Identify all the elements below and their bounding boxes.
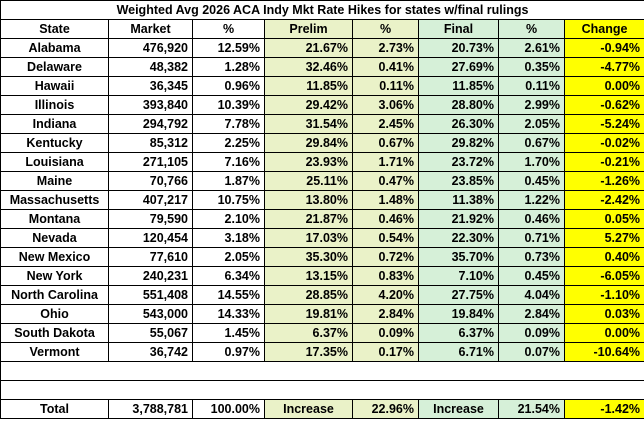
cell-final: 21.92%	[419, 210, 499, 229]
cell-prelim-pct: 0.72%	[353, 248, 419, 267]
cell-market-pct: 2.25%	[193, 134, 265, 153]
cell-prelim-pct: 0.11%	[353, 77, 419, 96]
cell-market-pct: 0.97%	[193, 343, 265, 362]
cell-change: -4.77%	[565, 58, 644, 77]
cell-total-prelim: Increase	[265, 400, 353, 419]
cell-market: 393,840	[109, 96, 193, 115]
cell-market-pct: 3.18%	[193, 229, 265, 248]
cell-prelim: 6.37%	[265, 324, 353, 343]
cell-change: -0.21%	[565, 153, 644, 172]
cell-state: Ohio	[1, 305, 109, 324]
cell-prelim: 29.84%	[265, 134, 353, 153]
cell-final-pct: 0.73%	[499, 248, 565, 267]
cell-change: -0.94%	[565, 39, 644, 58]
table-row	[1, 39, 644, 58]
cell-change: -5.24%	[565, 115, 644, 134]
column-header-change: Change	[565, 20, 644, 39]
cell-market-pct: 7.16%	[193, 153, 265, 172]
cell-final: 22.30%	[419, 229, 499, 248]
cell-change: -1.26%	[565, 172, 644, 191]
cell-prelim: 25.11%	[265, 172, 353, 191]
cell-market-pct: 2.10%	[193, 210, 265, 229]
table-row	[1, 324, 644, 343]
table-row	[1, 191, 644, 210]
cell-final-pct: 4.04%	[499, 286, 565, 305]
cell-change: -0.62%	[565, 96, 644, 115]
cell-final: 29.82%	[419, 134, 499, 153]
cell-final: 6.37%	[419, 324, 499, 343]
cell-final-pct: 0.45%	[499, 172, 565, 191]
cell-final: 19.84%	[419, 305, 499, 324]
cell-final: 23.85%	[419, 172, 499, 191]
cell-prelim-pct: 0.67%	[353, 134, 419, 153]
column-header-market: Market	[109, 20, 193, 39]
cell-final-pct: 0.09%	[499, 324, 565, 343]
cell-prelim: 31.54%	[265, 115, 353, 134]
cell-change: -2.42%	[565, 191, 644, 210]
cell-final-pct: 2.99%	[499, 96, 565, 115]
spacer-cell	[1, 362, 644, 381]
cell-market: 240,231	[109, 267, 193, 286]
cell-total-final: Increase	[419, 400, 499, 419]
cell-prelim-pct: 1.71%	[353, 153, 419, 172]
cell-final-pct: 2.84%	[499, 305, 565, 324]
cell-final: 7.10%	[419, 267, 499, 286]
cell-final-pct: 0.11%	[499, 77, 565, 96]
cell-total-final-pct: 21.54%	[499, 400, 565, 419]
header-row	[1, 20, 644, 39]
table-row	[1, 58, 644, 77]
cell-change: -1.10%	[565, 286, 644, 305]
cell-state: Montana	[1, 210, 109, 229]
cell-prelim-pct: 0.54%	[353, 229, 419, 248]
cell-market-pct: 0.96%	[193, 77, 265, 96]
cell-total-label: Total	[1, 400, 109, 419]
cell-prelim-pct: 2.84%	[353, 305, 419, 324]
column-header-state: State	[1, 20, 109, 39]
table-body	[1, 1, 644, 419]
cell-final-pct: 2.05%	[499, 115, 565, 134]
cell-change: 0.40%	[565, 248, 644, 267]
cell-change: -6.05%	[565, 267, 644, 286]
cell-market: 36,345	[109, 77, 193, 96]
cell-prelim-pct: 2.45%	[353, 115, 419, 134]
cell-market-pct: 10.39%	[193, 96, 265, 115]
cell-market: 294,792	[109, 115, 193, 134]
cell-final-pct: 0.45%	[499, 267, 565, 286]
cell-market: 55,067	[109, 324, 193, 343]
column-header-final-pct: %	[499, 20, 565, 39]
cell-final-pct: 1.70%	[499, 153, 565, 172]
cell-change: -0.02%	[565, 134, 644, 153]
cell-final: 28.80%	[419, 96, 499, 115]
cell-market-pct: 7.78%	[193, 115, 265, 134]
cell-final: 35.70%	[419, 248, 499, 267]
cell-state: South Dakota	[1, 324, 109, 343]
table-row	[1, 134, 644, 153]
cell-market-pct: 1.28%	[193, 58, 265, 77]
cell-prelim: 13.15%	[265, 267, 353, 286]
cell-state: North Carolina	[1, 286, 109, 305]
cell-market: 120,454	[109, 229, 193, 248]
cell-final-pct: 0.35%	[499, 58, 565, 77]
cell-state: Illinois	[1, 96, 109, 115]
cell-market: 48,382	[109, 58, 193, 77]
cell-change: 0.00%	[565, 77, 644, 96]
cell-market: 271,105	[109, 153, 193, 172]
cell-final: 27.75%	[419, 286, 499, 305]
cell-prelim-pct: 0.47%	[353, 172, 419, 191]
cell-state: Indiana	[1, 115, 109, 134]
cell-change: 0.00%	[565, 324, 644, 343]
cell-market: 407,217	[109, 191, 193, 210]
cell-prelim-pct: 4.20%	[353, 286, 419, 305]
column-header-final: Final	[419, 20, 499, 39]
cell-state: Alabama	[1, 39, 109, 58]
cell-market: 70,766	[109, 172, 193, 191]
table-row	[1, 267, 644, 286]
cell-final-pct: 0.07%	[499, 343, 565, 362]
cell-final: 11.85%	[419, 77, 499, 96]
table-row	[1, 210, 644, 229]
cell-prelim-pct: 0.09%	[353, 324, 419, 343]
cell-prelim-pct: 0.17%	[353, 343, 419, 362]
cell-final: 11.38%	[419, 191, 499, 210]
cell-prelim: 17.35%	[265, 343, 353, 362]
column-header-prelim: Prelim	[265, 20, 353, 39]
table-row	[1, 248, 644, 267]
cell-final: 6.71%	[419, 343, 499, 362]
cell-prelim-pct: 1.48%	[353, 191, 419, 210]
cell-change: -10.64%	[565, 343, 644, 362]
cell-prelim: 13.80%	[265, 191, 353, 210]
cell-prelim: 23.93%	[265, 153, 353, 172]
cell-total-market: 3,788,781	[109, 400, 193, 419]
cell-market-pct: 1.45%	[193, 324, 265, 343]
cell-market: 79,590	[109, 210, 193, 229]
cell-prelim: 21.87%	[265, 210, 353, 229]
cell-final-pct: 0.67%	[499, 134, 565, 153]
cell-final-pct: 2.61%	[499, 39, 565, 58]
cell-final-pct: 0.71%	[499, 229, 565, 248]
cell-prelim: 17.03%	[265, 229, 353, 248]
table-row	[1, 229, 644, 248]
cell-state: New Mexico	[1, 248, 109, 267]
cell-prelim-pct: 3.06%	[353, 96, 419, 115]
cell-market-pct: 2.05%	[193, 248, 265, 267]
cell-market-pct: 14.55%	[193, 286, 265, 305]
cell-total-market-pct: 100.00%	[193, 400, 265, 419]
cell-prelim: 32.46%	[265, 58, 353, 77]
cell-state: Delaware	[1, 58, 109, 77]
cell-prelim-pct: 0.46%	[353, 210, 419, 229]
cell-state: New York	[1, 267, 109, 286]
cell-state: Massachusetts	[1, 191, 109, 210]
table-row	[1, 172, 644, 191]
title-row	[1, 1, 644, 20]
cell-change: 0.03%	[565, 305, 644, 324]
cell-prelim-pct: 0.41%	[353, 58, 419, 77]
page-title: Weighted Avg 2026 ACA Indy Mkt Rate Hikes for states w/final rulings	[1, 1, 644, 20]
column-header-market-pct: %	[193, 20, 265, 39]
cell-prelim: 19.81%	[265, 305, 353, 324]
cell-market-pct: 10.75%	[193, 191, 265, 210]
cell-change: 0.05%	[565, 210, 644, 229]
cell-final: 23.72%	[419, 153, 499, 172]
cell-total-change: -1.42%	[565, 400, 644, 419]
cell-market: 85,312	[109, 134, 193, 153]
cell-market-pct: 1.87%	[193, 172, 265, 191]
gap-cell	[1, 381, 644, 400]
table-row	[1, 286, 644, 305]
cell-market-pct: 6.34%	[193, 267, 265, 286]
total-row	[1, 400, 644, 419]
spacer-row	[1, 362, 644, 381]
cell-prelim: 29.42%	[265, 96, 353, 115]
cell-state: Louisiana	[1, 153, 109, 172]
column-header-prelim-pct: %	[353, 20, 419, 39]
table-row	[1, 305, 644, 324]
table-row	[1, 96, 644, 115]
table-row	[1, 343, 644, 362]
cell-prelim: 21.67%	[265, 39, 353, 58]
cell-final-pct: 0.46%	[499, 210, 565, 229]
cell-state: Kentucky	[1, 134, 109, 153]
cell-prelim: 11.85%	[265, 77, 353, 96]
cell-prelim: 35.30%	[265, 248, 353, 267]
cell-final-pct: 1.22%	[499, 191, 565, 210]
cell-market: 543,000	[109, 305, 193, 324]
cell-prelim: 28.85%	[265, 286, 353, 305]
cell-final: 26.30%	[419, 115, 499, 134]
cell-market: 36,742	[109, 343, 193, 362]
cell-final: 20.73%	[419, 39, 499, 58]
gap-row	[1, 381, 644, 400]
cell-market-pct: 12.59%	[193, 39, 265, 58]
cell-state: Nevada	[1, 229, 109, 248]
cell-market: 77,610	[109, 248, 193, 267]
table-row	[1, 115, 644, 134]
cell-state: Hawaii	[1, 77, 109, 96]
cell-final: 27.69%	[419, 58, 499, 77]
cell-market-pct: 14.33%	[193, 305, 265, 324]
cell-prelim-pct: 0.83%	[353, 267, 419, 286]
cell-market: 476,920	[109, 39, 193, 58]
table-row	[1, 153, 644, 172]
cell-total-prelim-pct: 22.96%	[353, 400, 419, 419]
table-row	[1, 77, 644, 96]
cell-prelim-pct: 2.73%	[353, 39, 419, 58]
cell-change: 5.27%	[565, 229, 644, 248]
cell-market: 551,408	[109, 286, 193, 305]
cell-state: Maine	[1, 172, 109, 191]
cell-state: Vermont	[1, 343, 109, 362]
